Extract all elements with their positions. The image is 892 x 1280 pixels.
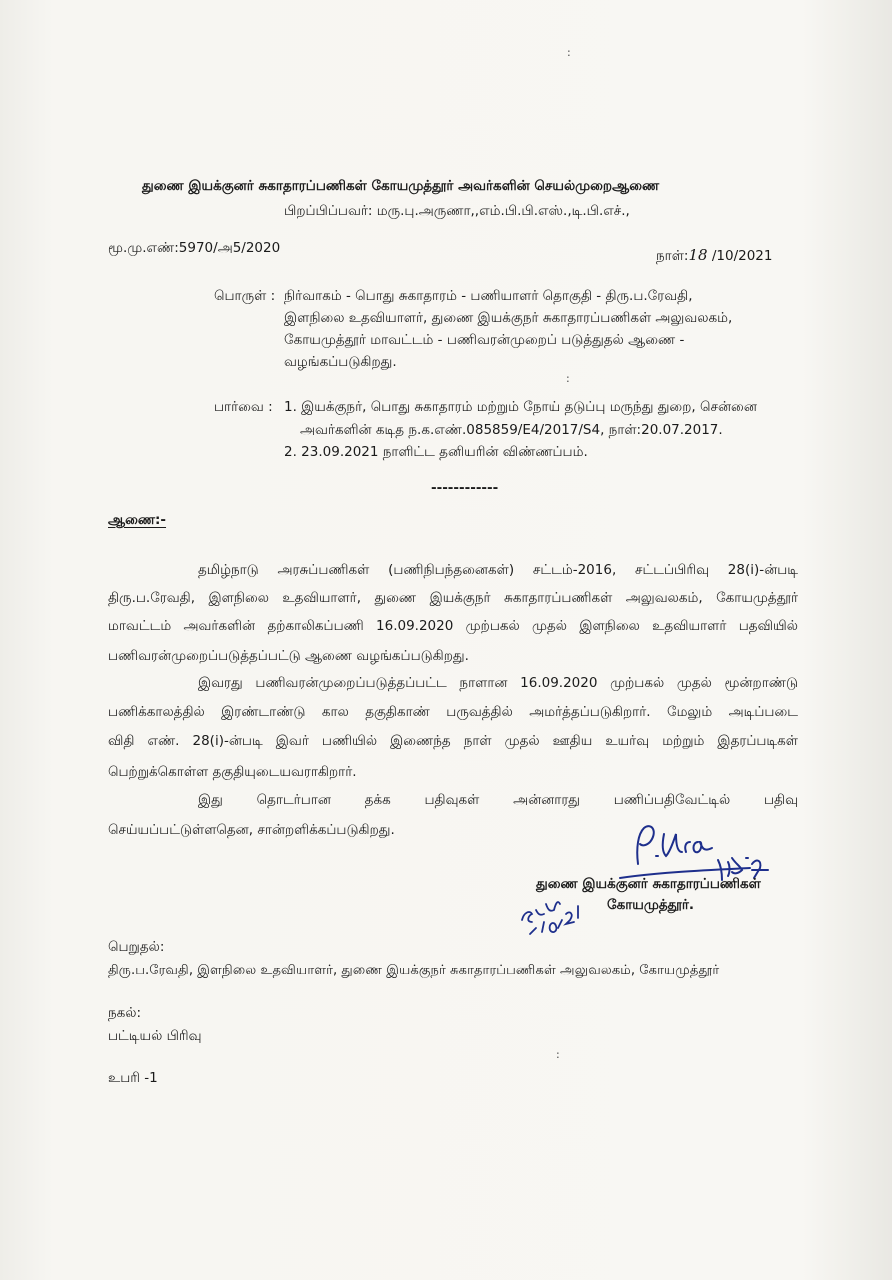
paragraph-line: திரு.ப.ரேவதி, இளநிலை உதவியாளர், துணை இயக்குநர் சுகாதாரப்பணிகள் அலுவலகம், கோயமுத்தூர் xyxy=(108,590,798,606)
paragraph-line: பணிக்காலத்தில் இரண்டாண்டு கால தகுதிகாண் பருவத்தில் அமர்த்தப்படுகிறார். மேலும் அடிப்படை xyxy=(108,704,798,720)
date-label: நாள்: xyxy=(656,248,689,264)
reference-label: பார்வை : xyxy=(214,399,273,415)
reference-number: மூ.மு.எண்:5970/அ5/2020 xyxy=(108,240,281,256)
scan-mark: : xyxy=(556,1048,560,1061)
separator: ------------ xyxy=(431,480,499,496)
scan-mark: : xyxy=(566,372,570,385)
issuer-line: பிறப்பிப்பவர்: மரு.பு.அருணா,,எம்.பி.பி.எஸ்.,டி.பி.எச்., xyxy=(284,203,630,219)
copy-text: பட்டியல் பிரிவு xyxy=(108,1028,202,1044)
subject-line: கோயமுத்தூர் மாவட்டம் - பணிவரன்முறைப் படுத்துதல் ஆணை - xyxy=(284,332,685,348)
spare-copy-count: உபரி -1 xyxy=(108,1070,158,1086)
order-heading: ஆணை:- xyxy=(108,512,167,528)
paragraph-line: மாவட்டம் அவர்களின் தற்காலிகப்பணி 16.09.2020 முற்பகல் முதல் இளநிலை உதவியாளர் பதவியில் xyxy=(108,618,798,634)
signatory-place: கோயமுத்தூர். xyxy=(607,897,695,913)
date-day-handwritten: 18 xyxy=(688,246,708,264)
subject-line: நிர்வாகம் - பொது சுகாதாரம் - பணியாளர் தொகுதி - திரு.ப.ரேவதி, xyxy=(284,288,693,304)
paragraph-line: பணிவரன்முறைப்படுத்தப்பட்டு ஆணை வழங்கப்படுகிறது. xyxy=(108,648,469,664)
reference-line: அவர்களின் கடித ந.க.எண்.085859/E4/2017/S4, நாள்:20.07.2017. xyxy=(300,422,723,438)
subject-line: வழங்கப்படுகிறது. xyxy=(284,354,397,370)
document-title: துணை இயக்குனர் சுகாதாரப்பணிகள் கோயமுத்தூர் அவர்களின் செயல்முறைஆணை xyxy=(142,178,660,194)
paragraph-line: இவரது பணிவரன்முறைப்படுத்தப்பட்ட நாளான 16.09.2020 முற்பகல் முதல் மூன்றாண்டு xyxy=(198,675,798,691)
subject-label: பொருள் : xyxy=(214,288,276,304)
recipient-label: பெறுதல்: xyxy=(108,939,165,955)
paragraph-line: பெற்றுக்கொள்ள தகுதியுடையவராகிறார். xyxy=(108,764,357,780)
scan-mark: : xyxy=(567,46,571,59)
date-rest: /10/2021 xyxy=(707,248,773,264)
handwritten-receipt-note xyxy=(508,880,598,950)
paragraph-line: இது தொடர்பான தக்க பதிவுகள் அன்னாரது பணிப்பதிவேட்டில் பதிவு xyxy=(198,792,798,808)
signatory-title: துணை இயக்குனர் சுகாதாரப்பணிகள் xyxy=(536,876,761,892)
order-date xyxy=(656,245,772,266)
paragraph-line: விதி எண். 28(i)-ன்படி இவர் பணியில் இணைந்த நாள் முதல் ஊதிய உயர்வு மற்றும் இதரப்படிகள் xyxy=(108,733,798,749)
paragraph-line: தமிழ்நாடு அரசுப்பணிகள் (பணிநிபந்தனைகள்) சட்டம்-2016, சட்டப்பிரிவு 28(i)-ன்படி xyxy=(198,562,798,578)
reference-line: 2. 23.09.2021 நாளிட்ட தனியரின் விண்ணப்பம். xyxy=(284,444,588,460)
copy-label: நகல்: xyxy=(108,1005,142,1021)
paragraph-line: செய்யப்பட்டுள்ளதென, சான்றளிக்கப்படுகிறது. xyxy=(108,822,395,838)
subject-line: இளநிலை உதவியாளர், துணை இயக்குநர் சுகாதாரப்பணிகள் அலுவலகம், xyxy=(284,310,733,326)
reference-line: 1. இயக்குநர், பொது சுகாதாரம் மற்றும் நோய் தடுப்பு மருந்து துறை, சென்னை xyxy=(284,399,757,415)
recipient-text: திரு.ப.ரேவதி, இளநிலை உதவியாளர், துணை இயக்குநர் சுகாதாரப்பணிகள் அலுவலகம், கோயமுத்தூர் xyxy=(108,963,720,978)
